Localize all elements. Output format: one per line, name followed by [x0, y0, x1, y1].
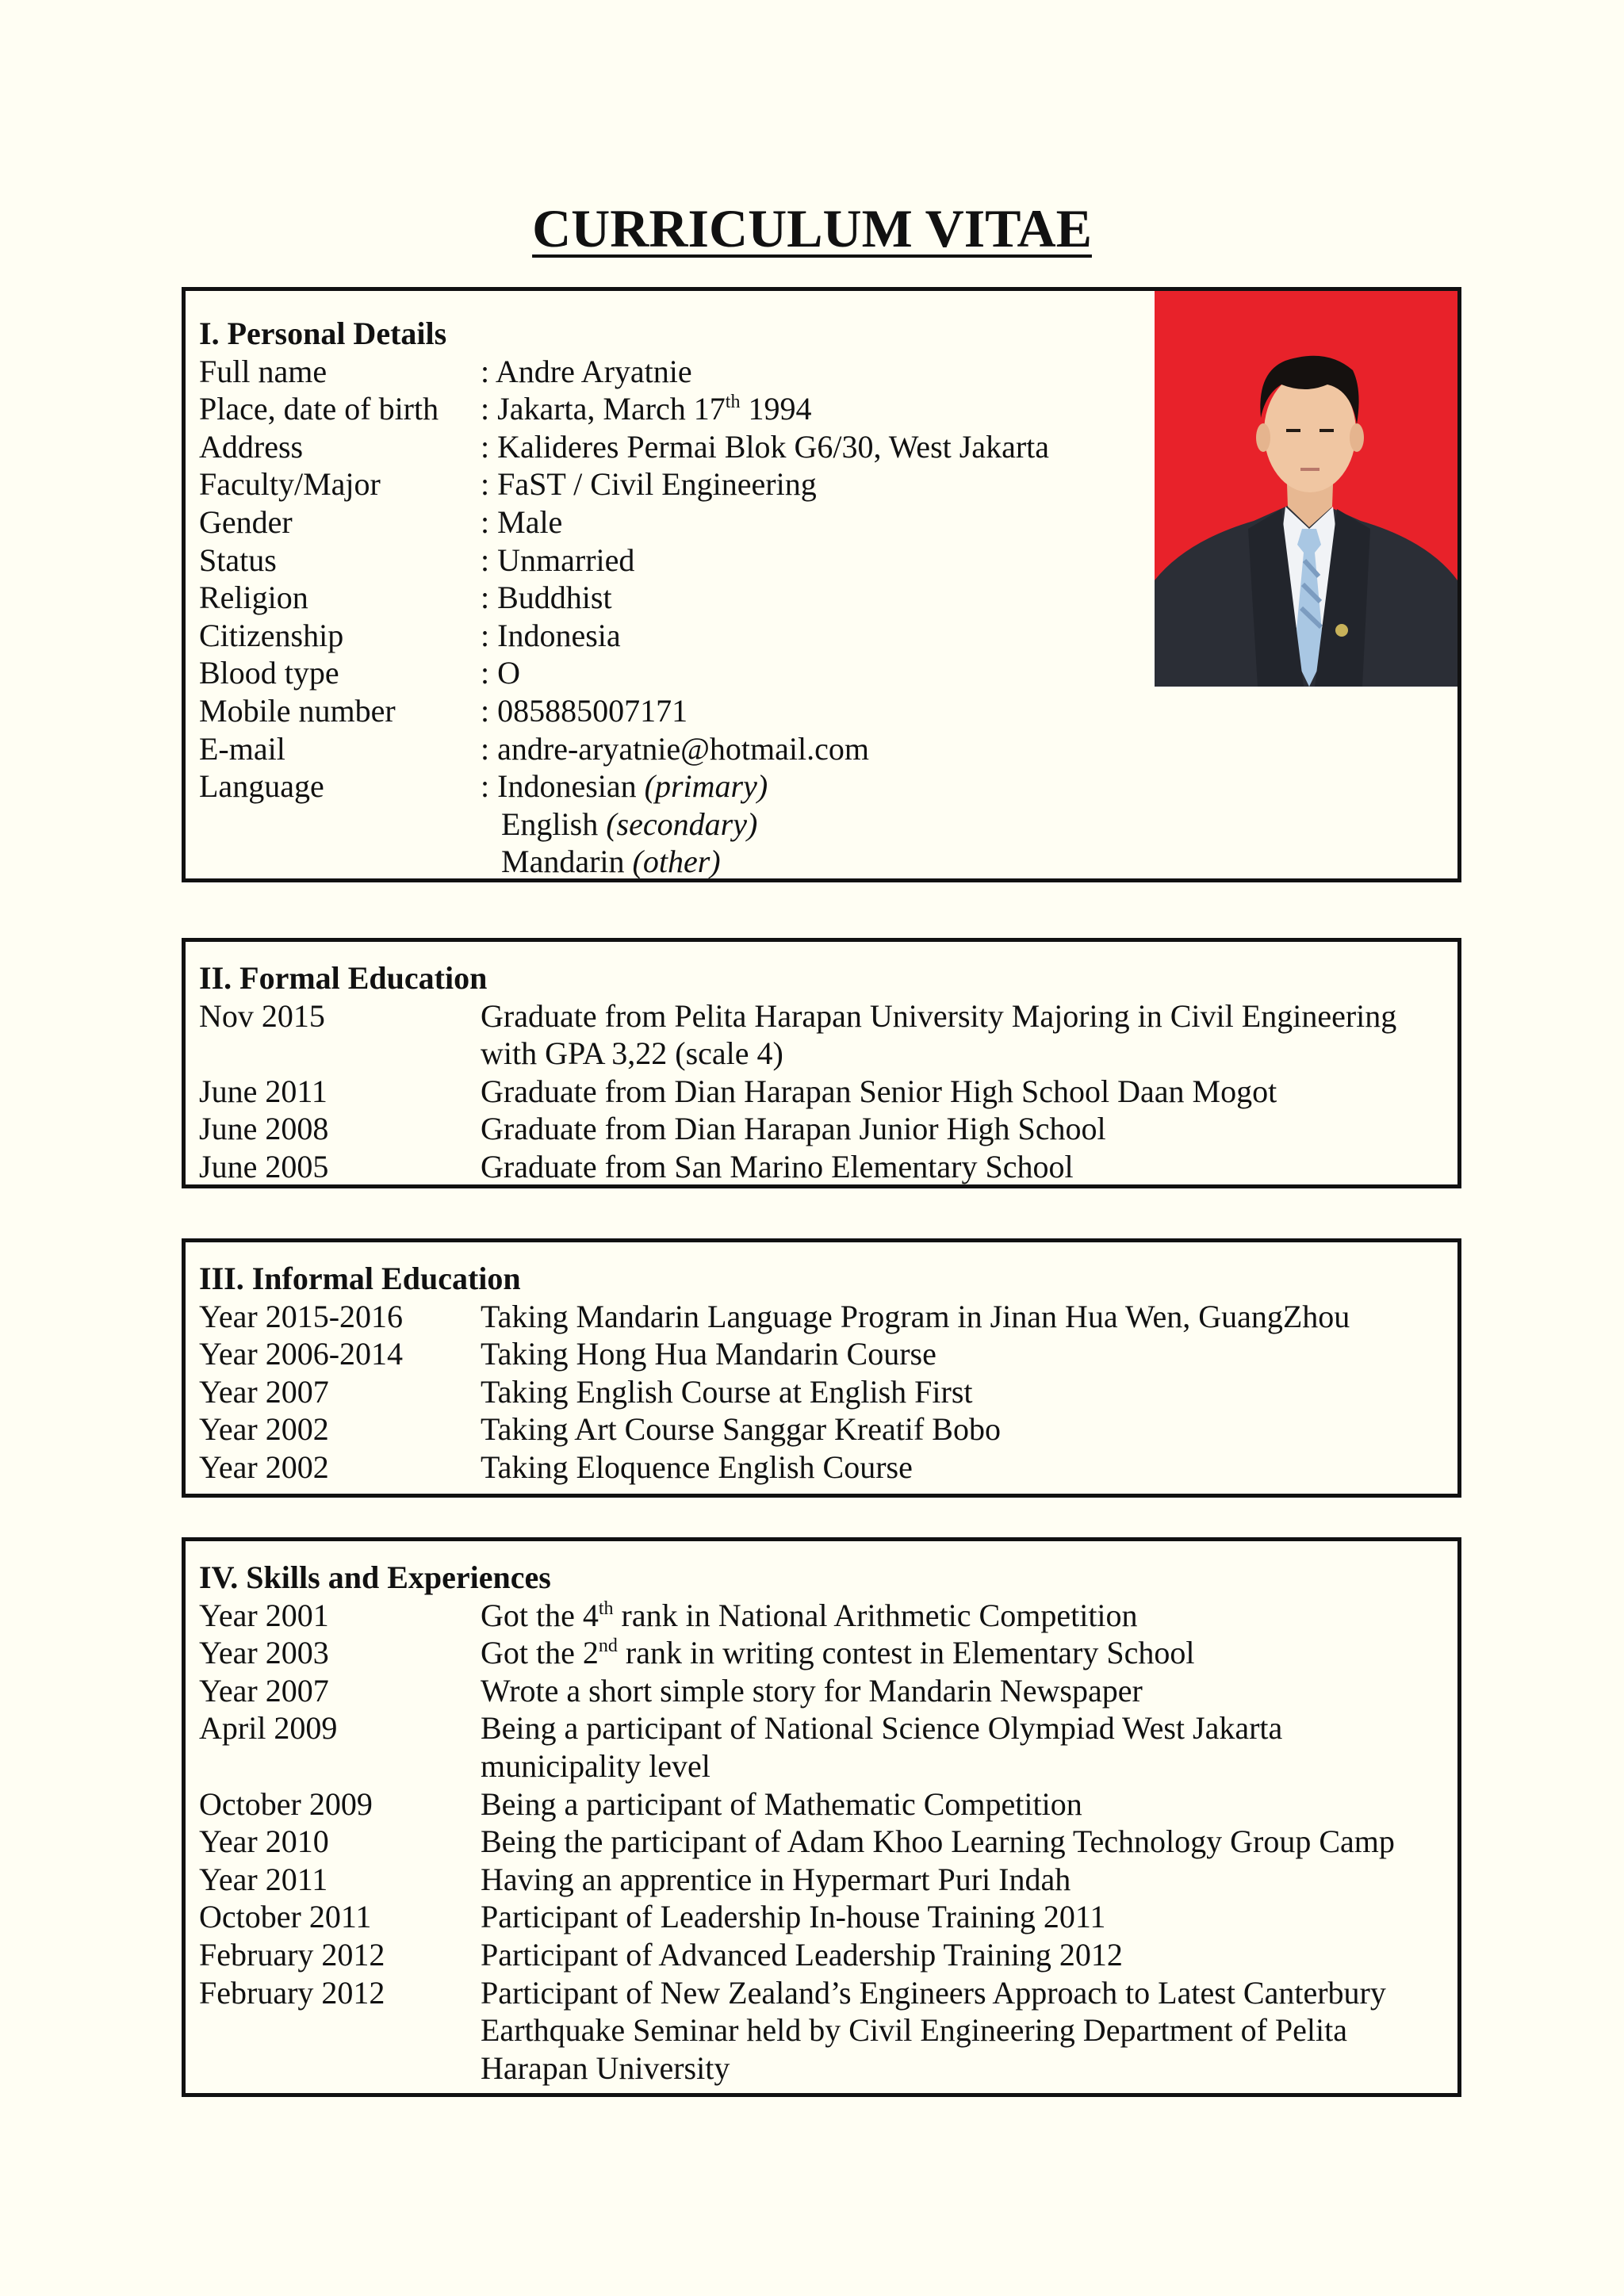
colon: : — [481, 428, 490, 465]
value-text: Male — [497, 503, 563, 540]
description-line — [481, 1597, 1444, 1635]
row-date: October 2011 — [199, 1899, 372, 1935]
value-text: Andre Aryatnie — [495, 353, 692, 389]
description-text: Got the 2 — [481, 1635, 599, 1671]
language-level: (primary) — [644, 768, 768, 805]
field-value — [481, 692, 1444, 730]
colon: : — [481, 580, 490, 616]
description-line: Graduate from San Marino Elementary School — [481, 1148, 1074, 1184]
field-label: Citizenship — [199, 617, 344, 653]
cv-title: CURRICULUM VITAE — [532, 198, 1092, 258]
field-label: Place, date of birth — [199, 391, 439, 427]
field-label: Status — [199, 541, 277, 578]
formal-row — [199, 997, 1444, 1073]
field-label: Blood type — [199, 655, 339, 691]
row-date: June 2011 — [199, 1073, 327, 1109]
skills-experiences-section — [182, 1537, 1461, 2097]
formal-education-section — [182, 938, 1461, 1188]
skills-row — [199, 1672, 1444, 1710]
row-description — [481, 1974, 1444, 2087]
row-date: Nov 2015 — [199, 997, 325, 1034]
row-description — [481, 1709, 1444, 1785]
value-text: Buddhist — [497, 580, 612, 616]
row-date: Year 2007 — [199, 1672, 329, 1709]
value-text: Kalideres Permai Blok G6/30, West Jakarta — [497, 428, 1050, 465]
description-text: rank in National Arithmetic Competition — [613, 1597, 1138, 1633]
colon: : — [481, 391, 490, 427]
row-description — [481, 997, 1444, 1073]
row-date: Year 2002 — [199, 1448, 329, 1485]
row-description — [481, 1073, 1444, 1111]
row-date: October 2009 — [199, 1785, 373, 1822]
description-line: with GPA 3,22 (scale 4) — [481, 1035, 783, 1072]
row-description — [481, 1410, 1444, 1448]
description-line: Participant of Advanced Leadership Training 2012 — [481, 1936, 1123, 1973]
row-description — [481, 1634, 1444, 1672]
language-name: English — [501, 806, 599, 842]
skills-row — [199, 1898, 1444, 1936]
formal-row — [199, 1073, 1444, 1111]
skills-row — [199, 1974, 1444, 2087]
description-line: Wrote a short simple story for Mandarin Newspaper — [481, 1672, 1143, 1709]
field-label: E-mail — [199, 730, 285, 767]
description-line: Graduate from Dian Harapan Junior High School — [481, 1111, 1106, 1147]
skills-row — [199, 1634, 1444, 1672]
language-name: Mandarin — [501, 844, 625, 880]
language-value — [481, 843, 1444, 881]
informal-row — [199, 1373, 1444, 1411]
description-line: Harapan University — [481, 2049, 730, 2086]
value-text: FaST / Civil Engineering — [497, 466, 817, 503]
language-row — [199, 767, 1444, 806]
skills-row — [199, 1709, 1444, 1785]
row-description — [481, 1148, 1444, 1186]
description-line: Having an apprentice in Hypermart Puri Indah — [481, 1861, 1071, 1897]
label-spacer — [199, 806, 481, 844]
field-label: Language — [199, 768, 324, 805]
colon: : — [481, 617, 490, 653]
label-spacer — [199, 843, 481, 881]
row-date: Year 2011 — [199, 1861, 328, 1897]
row-description — [481, 1898, 1444, 1936]
description-line: Being a participant of Mathematic Competition — [481, 1785, 1082, 1822]
field-label: Gender — [199, 503, 293, 540]
row-description — [481, 1110, 1444, 1148]
section-heading: I. Personal Details — [199, 316, 447, 351]
language-row — [199, 843, 1444, 881]
description-line: municipality level — [481, 1747, 710, 1784]
colon: : — [481, 655, 490, 691]
informal-row — [199, 1298, 1444, 1336]
skills-row — [199, 1861, 1444, 1899]
description-text: rank in writing contest in Elementary School — [617, 1635, 1195, 1671]
informal-row — [199, 1335, 1444, 1373]
description-line: Graduate from Dian Harapan Senior High School Daan Mogot — [481, 1073, 1277, 1109]
value-text: Indonesia — [497, 617, 621, 653]
description-line: Participant of New Zealand’s Engineers Approach to Latest Canterbury — [481, 1974, 1386, 2011]
value-text: O — [497, 655, 521, 691]
row-date: June 2005 — [199, 1148, 329, 1184]
description-line: Taking Eloquence English Course — [481, 1448, 913, 1485]
description-line: Earthquake Seminar held by Civil Engineering Department of Pelita — [481, 2012, 1348, 2049]
row-date: Year 2001 — [199, 1597, 329, 1633]
row-date: Year 2007 — [199, 1373, 329, 1410]
skills-row — [199, 1785, 1444, 1823]
colon: : — [481, 730, 490, 767]
language-value — [481, 767, 1444, 806]
informal-row — [199, 1410, 1444, 1448]
description-line: Graduate from Pelita Harapan University Majoring in Civil Engineering — [481, 997, 1397, 1034]
informal-row — [199, 1448, 1444, 1487]
value-text: Jakarta, March 17 — [497, 391, 726, 427]
row-description — [481, 1298, 1444, 1336]
value-text: andre-aryatnie@hotmail.com — [497, 730, 869, 767]
field-label: Mobile number — [199, 692, 396, 729]
row-date: Year 2002 — [199, 1411, 329, 1448]
profile-photo — [1155, 291, 1457, 687]
description-line — [481, 1634, 1444, 1672]
informal-education-section — [182, 1238, 1461, 1498]
description-line: Taking Mandarin Language Program in Jinan Hua Wen, GuangZhou — [481, 1298, 1350, 1334]
value-text: 085885007171 — [497, 692, 688, 729]
language-level: (other) — [632, 844, 721, 880]
row-description — [481, 1861, 1444, 1899]
language-name: Indonesian — [497, 768, 637, 805]
row-description — [481, 1373, 1444, 1411]
description-text: Got the 4 — [481, 1597, 599, 1633]
personal-field-row — [199, 730, 1444, 768]
value-text: Unmarried — [497, 541, 635, 578]
personal-field-row — [199, 692, 1444, 730]
row-date: Year 2010 — [199, 1823, 329, 1860]
row-date: April 2009 — [199, 1710, 338, 1747]
field-label: Religion — [199, 580, 308, 616]
description-line: Taking Art Course Sanggar Kreatif Bobo — [481, 1411, 1001, 1448]
description-line: Participant of Leadership In-house Training 2011 — [481, 1899, 1106, 1935]
colon: : — [481, 503, 490, 540]
colon: : — [481, 692, 490, 729]
language-value — [481, 806, 1444, 844]
field-label: Full name — [199, 353, 327, 389]
row-date: February 2012 — [199, 1936, 385, 1973]
formal-row — [199, 1148, 1444, 1186]
skills-row — [199, 1936, 1444, 1974]
colon: : — [481, 353, 490, 389]
skills-row — [199, 1823, 1444, 1861]
row-description — [481, 1823, 1444, 1861]
row-date: Year 2015-2016 — [199, 1298, 404, 1334]
value-text: 1994 — [740, 391, 812, 427]
description-line: Taking Hong Hua Mandarin Course — [481, 1336, 936, 1372]
section-heading: II. Formal Education — [199, 960, 488, 996]
field-label: Faculty/Major — [199, 466, 381, 503]
row-date: Year 2006-2014 — [199, 1336, 404, 1372]
formal-row — [199, 1110, 1444, 1148]
row-description — [481, 1785, 1444, 1823]
description-line: Taking English Course at English First — [481, 1373, 973, 1410]
colon: : — [481, 541, 490, 578]
language-level: (secondary) — [606, 806, 758, 842]
field-label: Address — [199, 428, 304, 465]
language-row — [199, 806, 1444, 844]
row-date: Year 2003 — [199, 1635, 329, 1671]
section-heading: III. Informal Education — [199, 1261, 521, 1296]
description-line: Being a participant of National Science Olympiad West Jakarta — [481, 1710, 1283, 1747]
row-description — [481, 1936, 1444, 1974]
row-description — [481, 1597, 1444, 1635]
row-date: June 2008 — [199, 1111, 329, 1147]
field-value — [481, 730, 1444, 768]
section-heading: IV. Skills and Experiences — [199, 1559, 551, 1595]
value-superscript: th — [725, 392, 741, 413]
personal-details-section — [182, 287, 1461, 882]
description-line: Being the participant of Adam Khoo Learning Technology Group Camp — [481, 1823, 1395, 1860]
description-superscript: th — [598, 1598, 614, 1619]
row-description — [481, 1448, 1444, 1487]
description-superscript: nd — [598, 1636, 618, 1657]
row-description — [481, 1335, 1444, 1373]
skills-row — [199, 1597, 1444, 1635]
row-description — [481, 1672, 1444, 1710]
colon: : — [481, 768, 490, 805]
colon: : — [481, 466, 490, 503]
row-date: February 2012 — [199, 1974, 385, 2011]
